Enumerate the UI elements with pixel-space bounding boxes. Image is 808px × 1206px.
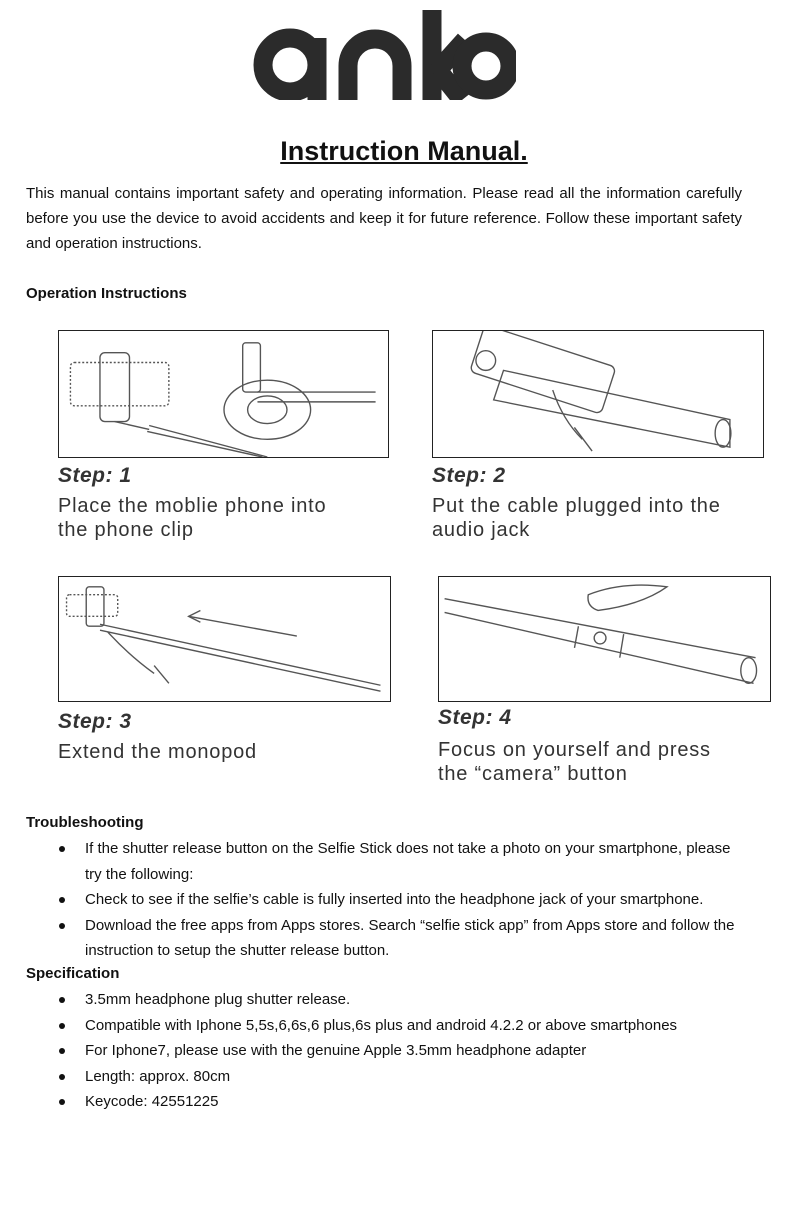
step-3-label: Step: 3 xyxy=(58,710,132,733)
step-2-description: Put the cable plugged into the audio jack xyxy=(432,495,721,541)
step-4-illustration xyxy=(438,576,771,702)
list-item: Download the free apps from Apps stores. Search “selfie stick app” from Apps store and follow the instruction to setup the shutter release button. xyxy=(26,913,742,964)
troubleshooting-list xyxy=(26,836,742,964)
step-1 xyxy=(58,330,398,550)
operation-heading: Operation Instructions xyxy=(26,285,187,302)
step-3 xyxy=(58,576,398,776)
step-2-label: Step: 2 xyxy=(432,464,506,487)
anko-logo xyxy=(252,8,516,100)
troubleshooting-heading: Troubleshooting xyxy=(26,814,144,831)
step-3-description: Extend the monopod xyxy=(58,741,257,763)
list-item: 3.5mm headphone plug shutter release. xyxy=(26,987,742,1013)
step-1-illustration xyxy=(58,330,389,458)
step-1-label: Step: 1 xyxy=(58,464,132,487)
step-3-illustration xyxy=(58,576,391,702)
intro-paragraph: This manual contains important safety and operating information. Please read all the information carefully before you use the device to avoid accidents and keep it for future reference. Follow these important safety and operation instructions. xyxy=(26,185,742,252)
step-1-description: Place the moblie phone into the phone clip xyxy=(58,495,327,541)
step-4 xyxy=(438,576,798,796)
step-4-description: Focus on yourself and press the “camera” button xyxy=(438,739,711,785)
step-2-illustration xyxy=(432,330,764,458)
list-item: Check to see if the selfie’s cable is fully inserted into the headphone jack of your smartphone. xyxy=(26,887,742,913)
step-4-label: Step: 4 xyxy=(438,706,512,729)
specification-heading: Specification xyxy=(26,965,120,982)
list-item: Compatible with Iphone 5,5s,6,6s,6 plus,6s plus and android 4.2.2 or above smartphones xyxy=(26,1013,742,1039)
specification-list xyxy=(26,987,742,1115)
page-title: Instruction Manual. xyxy=(280,136,528,166)
list-item: Length: approx. 80cm xyxy=(26,1064,742,1090)
list-item: If the shutter release button on the Selfie Stick does not take a photo on your smartphone, please try the following: xyxy=(26,836,742,887)
list-item: For Iphone7, please use with the genuine Apple 3.5mm headphone adapter xyxy=(26,1038,742,1064)
list-item: Keycode: 42551225 xyxy=(26,1089,742,1115)
step-2 xyxy=(432,330,792,550)
